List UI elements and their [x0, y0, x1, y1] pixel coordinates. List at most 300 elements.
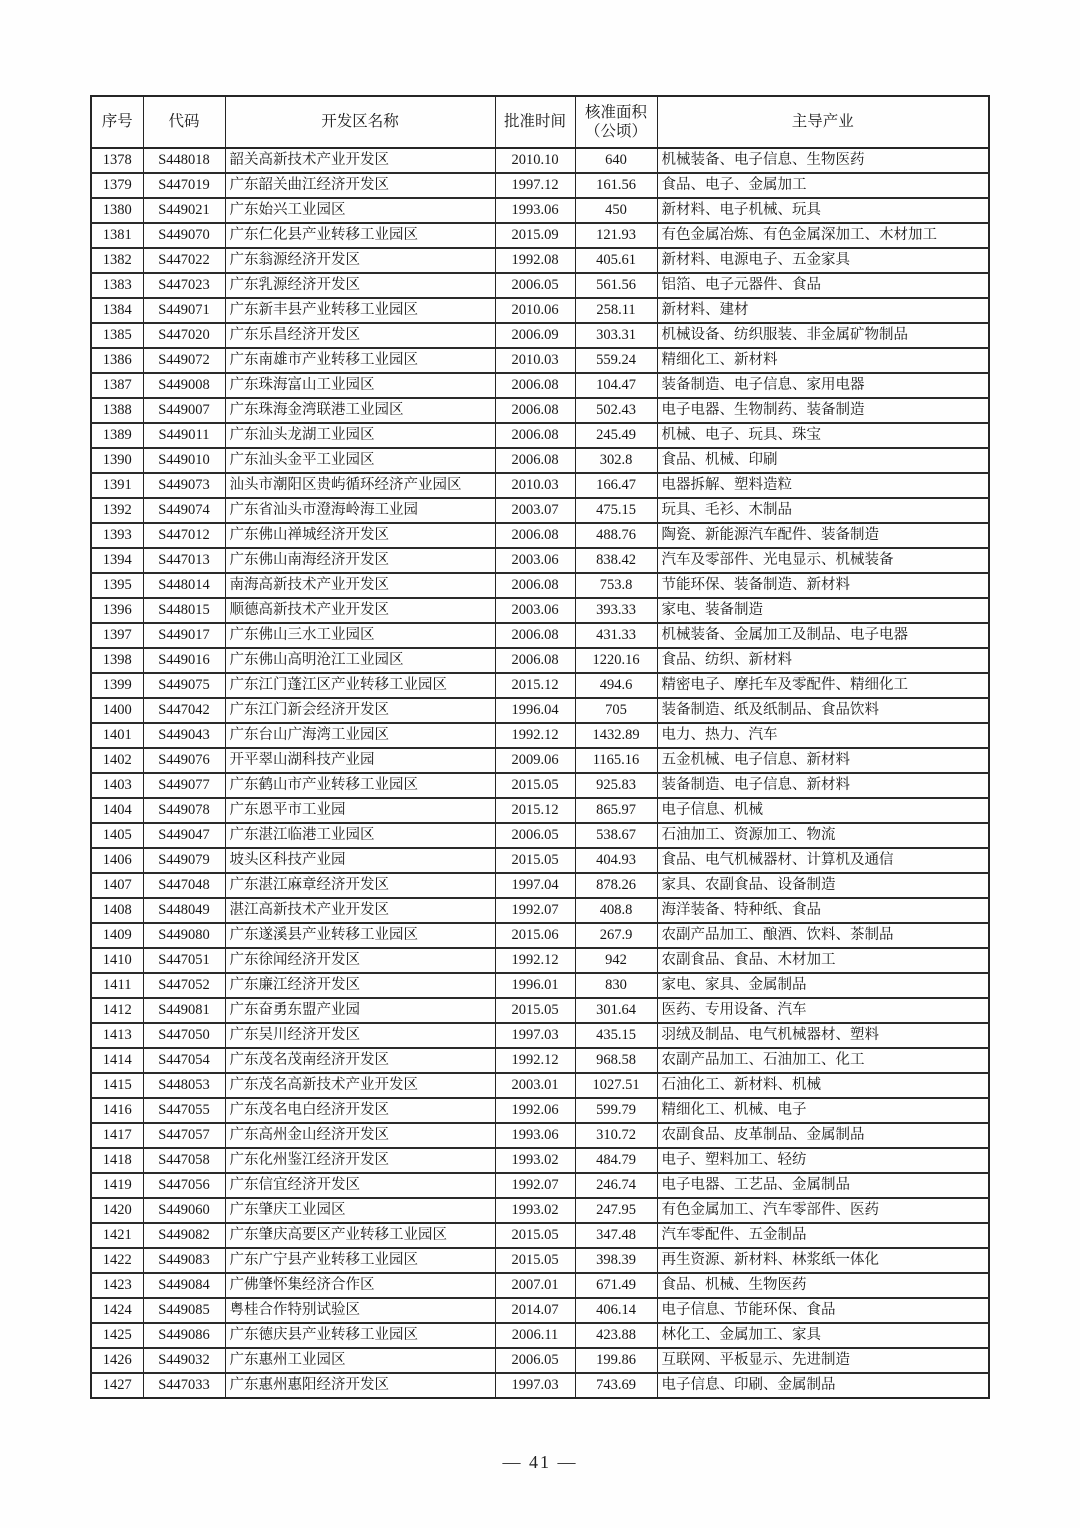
cell-code: S449086	[143, 1323, 225, 1348]
cell-date: 2007.01	[495, 1273, 575, 1298]
cell-seq: 1415	[91, 1073, 143, 1098]
cell-industry: 农副产品加工、石油加工、化工	[657, 1048, 989, 1073]
cell-name: 广东廉江经济开发区	[225, 973, 495, 998]
cell-area: 925.83	[575, 773, 657, 798]
cell-date: 1997.04	[495, 873, 575, 898]
cell-industry: 农副产品加工、酿酒、饮料、茶制品	[657, 923, 989, 948]
cell-code: S447033	[143, 1373, 225, 1398]
cell-code: S449080	[143, 923, 225, 948]
cell-date: 1992.07	[495, 1173, 575, 1198]
cell-code: S449078	[143, 798, 225, 823]
cell-industry: 精细化工、机械、电子	[657, 1098, 989, 1123]
cell-code: S449077	[143, 773, 225, 798]
cell-area: 484.79	[575, 1148, 657, 1173]
cell-seq: 1386	[91, 348, 143, 373]
cell-name: 广东恩平市工业园	[225, 798, 495, 823]
cell-industry: 有色金属冶炼、有色金属深加工、木材加工	[657, 223, 989, 248]
cell-seq: 1414	[91, 1048, 143, 1073]
cell-name: 广东佛山三水工业园区	[225, 623, 495, 648]
cell-industry: 石油化工、新材料、机械	[657, 1073, 989, 1098]
cell-industry: 新材料、电源电子、五金家具	[657, 248, 989, 273]
table-row	[91, 1173, 989, 1198]
table-row	[91, 273, 989, 298]
cell-industry: 羽绒及制品、电气机械器材、塑料	[657, 1023, 989, 1048]
cell-seq: 1405	[91, 823, 143, 848]
cell-date: 2014.07	[495, 1298, 575, 1323]
cell-name: 广东新丰县产业转移工业园区	[225, 298, 495, 323]
cell-code: S449021	[143, 198, 225, 223]
cell-code: S447020	[143, 323, 225, 348]
cell-code: S449076	[143, 748, 225, 773]
cell-name: 顺德高新技术产业开发区	[225, 598, 495, 623]
cell-code: S448018	[143, 148, 225, 173]
cell-name: 广东佛山禅城经济开发区	[225, 523, 495, 548]
cell-code: S449074	[143, 498, 225, 523]
cell-seq: 1423	[91, 1273, 143, 1298]
cell-seq: 1417	[91, 1123, 143, 1148]
cell-code: S449084	[143, 1273, 225, 1298]
table-row	[91, 1123, 989, 1148]
cell-industry: 电子、塑料加工、轻纺	[657, 1148, 989, 1173]
cell-seq: 1407	[91, 873, 143, 898]
cell-name: 广东韶关曲江经济开发区	[225, 173, 495, 198]
cell-code: S447013	[143, 548, 225, 573]
cell-area: 247.95	[575, 1198, 657, 1223]
table-row	[91, 573, 989, 598]
cell-seq: 1389	[91, 423, 143, 448]
cell-industry: 有色金属加工、汽车零部件、医药	[657, 1198, 989, 1223]
cell-date: 1996.01	[495, 973, 575, 998]
cell-seq: 1385	[91, 323, 143, 348]
cell-name: 广东惠州惠阳经济开发区	[225, 1373, 495, 1398]
cell-industry: 农副食品、食品、木材加工	[657, 948, 989, 973]
cell-date: 1992.12	[495, 1048, 575, 1073]
cell-area: 104.47	[575, 373, 657, 398]
cell-code: S447052	[143, 973, 225, 998]
cell-date: 2006.08	[495, 623, 575, 648]
cell-name: 广东徐闻经济开发区	[225, 948, 495, 973]
cell-industry: 电子电器、工艺品、金属制品	[657, 1173, 989, 1198]
table-row	[91, 1098, 989, 1123]
cell-seq: 1401	[91, 723, 143, 748]
cell-code: S448015	[143, 598, 225, 623]
cell-area: 258.11	[575, 298, 657, 323]
cell-name: 广东遂溪县产业转移工业园区	[225, 923, 495, 948]
cell-industry: 电力、热力、汽车	[657, 723, 989, 748]
cell-date: 2010.03	[495, 348, 575, 373]
cell-seq: 1388	[91, 398, 143, 423]
table-row	[91, 1298, 989, 1323]
cell-seq: 1400	[91, 698, 143, 723]
table-row	[91, 173, 989, 198]
table-row	[91, 648, 989, 673]
cell-seq: 1378	[91, 148, 143, 173]
table-row	[91, 1198, 989, 1223]
cell-industry: 机械设备、纺织服装、非金属矿物制品	[657, 323, 989, 348]
table-row	[91, 373, 989, 398]
cell-industry: 家电、家具、金属制品	[657, 973, 989, 998]
cell-code: S449071	[143, 298, 225, 323]
table-row	[91, 323, 989, 348]
cell-industry: 铝箔、电子元器件、食品	[657, 273, 989, 298]
table-row	[91, 1148, 989, 1173]
cell-code: S449073	[143, 473, 225, 498]
cell-industry: 电子信息、机械	[657, 798, 989, 823]
cell-area: 245.49	[575, 423, 657, 448]
development-zones-table	[90, 95, 990, 1399]
cell-date: 2009.06	[495, 748, 575, 773]
cell-industry: 石油加工、资源加工、物流	[657, 823, 989, 848]
cell-name: 广东化州鉴江经济开发区	[225, 1148, 495, 1173]
cell-seq: 1394	[91, 548, 143, 573]
cell-industry: 节能环保、装备制造、新材料	[657, 573, 989, 598]
cell-code: S449082	[143, 1223, 225, 1248]
cell-date: 2015.05	[495, 1223, 575, 1248]
cell-date: 1992.12	[495, 948, 575, 973]
cell-code: S447057	[143, 1123, 225, 1148]
cell-code: S449016	[143, 648, 225, 673]
cell-date: 2015.06	[495, 923, 575, 948]
cell-date: 2015.05	[495, 773, 575, 798]
cell-seq: 1419	[91, 1173, 143, 1198]
cell-area: 121.93	[575, 223, 657, 248]
cell-code: S449007	[143, 398, 225, 423]
cell-date: 1992.12	[495, 723, 575, 748]
table-row	[91, 923, 989, 948]
table-row	[91, 448, 989, 473]
cell-area: 753.8	[575, 573, 657, 598]
table-row	[91, 423, 989, 448]
cell-industry: 食品、机械、生物医药	[657, 1273, 989, 1298]
cell-date: 2006.09	[495, 323, 575, 348]
cell-industry: 林化工、金属加工、家具	[657, 1323, 989, 1348]
cell-date: 2003.06	[495, 598, 575, 623]
cell-seq: 1411	[91, 973, 143, 998]
cell-date: 1993.06	[495, 198, 575, 223]
cell-date: 1993.02	[495, 1148, 575, 1173]
cell-area: 423.88	[575, 1323, 657, 1348]
cell-seq: 1404	[91, 798, 143, 823]
cell-area: 942	[575, 948, 657, 973]
cell-name: 广东湛江麻章经济开发区	[225, 873, 495, 898]
cell-area: 393.33	[575, 598, 657, 623]
cell-date: 2006.08	[495, 423, 575, 448]
cell-area: 561.56	[575, 273, 657, 298]
table-row	[91, 973, 989, 998]
cell-area: 1027.51	[575, 1073, 657, 1098]
cell-industry: 机械装备、电子信息、生物医药	[657, 148, 989, 173]
table-row	[91, 1348, 989, 1373]
cell-name: 广东茂名电白经济开发区	[225, 1098, 495, 1123]
cell-seq: 1398	[91, 648, 143, 673]
cell-industry: 海洋装备、特种纸、食品	[657, 898, 989, 923]
cell-area: 705	[575, 698, 657, 723]
cell-seq: 1393	[91, 523, 143, 548]
table-row	[91, 398, 989, 423]
cell-industry: 陶瓷、新能源汽车配件、装备制造	[657, 523, 989, 548]
cell-industry: 电子信息、节能环保、食品	[657, 1298, 989, 1323]
cell-name: 广东南雄市产业转移工业园区	[225, 348, 495, 373]
table-row	[91, 1323, 989, 1348]
cell-code: S449011	[143, 423, 225, 448]
cell-name: 广东台山广海湾工业园区	[225, 723, 495, 748]
cell-area: 404.93	[575, 848, 657, 873]
table-row	[91, 1023, 989, 1048]
table-row	[91, 673, 989, 698]
column-header-area-line1: 核准面积	[584, 103, 647, 121]
cell-area: 246.74	[575, 1173, 657, 1198]
cell-date: 2003.06	[495, 548, 575, 573]
cell-code: S449032	[143, 1348, 225, 1373]
cell-seq: 1380	[91, 198, 143, 223]
cell-name: 广东汕头金平工业园区	[225, 448, 495, 473]
cell-name: 广东乐昌经济开发区	[225, 323, 495, 348]
cell-date: 2006.11	[495, 1323, 575, 1348]
cell-date: 2010.03	[495, 473, 575, 498]
cell-name: 广东肇庆工业园区	[225, 1198, 495, 1223]
cell-area: 267.9	[575, 923, 657, 948]
cell-seq: 1421	[91, 1223, 143, 1248]
cell-date: 2015.12	[495, 798, 575, 823]
table-row	[91, 1273, 989, 1298]
cell-code: S449072	[143, 348, 225, 373]
table-row	[91, 498, 989, 523]
cell-industry: 汽车及零部件、光电显示、机械装备	[657, 548, 989, 573]
cell-name: 开平翠山湖科技产业园	[225, 748, 495, 773]
table-row	[91, 598, 989, 623]
cell-seq: 1408	[91, 898, 143, 923]
cell-seq: 1396	[91, 598, 143, 623]
table-row	[91, 998, 989, 1023]
table-row	[91, 1223, 989, 1248]
cell-area: 599.79	[575, 1098, 657, 1123]
cell-name: 广东吴川经济开发区	[225, 1023, 495, 1048]
table-row	[91, 1248, 989, 1273]
table-header-row	[91, 96, 989, 148]
table-row	[91, 623, 989, 648]
column-header-area-line2: （公顷）	[584, 123, 647, 140]
cell-area: 398.39	[575, 1248, 657, 1273]
cell-code: S448053	[143, 1073, 225, 1098]
cell-area: 347.48	[575, 1223, 657, 1248]
cell-area: 310.72	[575, 1123, 657, 1148]
cell-seq: 1412	[91, 998, 143, 1023]
cell-industry: 精密电子、摩托车及零配件、精细化工	[657, 673, 989, 698]
cell-name: 广东珠海富山工业园区	[225, 373, 495, 398]
cell-code: S449047	[143, 823, 225, 848]
table-row	[91, 348, 989, 373]
cell-date: 2003.01	[495, 1073, 575, 1098]
cell-name: 广东始兴工业园区	[225, 198, 495, 223]
cell-name: 广东翁源经济开发区	[225, 248, 495, 273]
table-row	[91, 1073, 989, 1098]
cell-date: 1992.06	[495, 1098, 575, 1123]
table-row	[91, 698, 989, 723]
cell-area: 830	[575, 973, 657, 998]
cell-industry: 农副食品、皮革制品、金属制品	[657, 1123, 989, 1148]
cell-code: S449060	[143, 1198, 225, 1223]
cell-seq: 1383	[91, 273, 143, 298]
table-row	[91, 198, 989, 223]
cell-seq: 1426	[91, 1348, 143, 1373]
cell-seq: 1395	[91, 573, 143, 598]
cell-date: 1997.12	[495, 173, 575, 198]
cell-industry: 装备制造、电子信息、新材料	[657, 773, 989, 798]
table-row	[91, 148, 989, 173]
cell-seq: 1391	[91, 473, 143, 498]
cell-name: 广东汕头龙湖工业园区	[225, 423, 495, 448]
table-row	[91, 223, 989, 248]
cell-seq: 1402	[91, 748, 143, 773]
cell-area: 475.15	[575, 498, 657, 523]
cell-seq: 1384	[91, 298, 143, 323]
cell-area: 865.97	[575, 798, 657, 823]
cell-code: S448014	[143, 573, 225, 598]
cell-date: 2006.05	[495, 273, 575, 298]
cell-name: 广东信宜经济开发区	[225, 1173, 495, 1198]
cell-name: 坡头区科技产业园	[225, 848, 495, 873]
cell-area: 431.33	[575, 623, 657, 648]
cell-industry: 精细化工、新材料	[657, 348, 989, 373]
cell-area: 302.8	[575, 448, 657, 473]
cell-area: 494.6	[575, 673, 657, 698]
cell-date: 2010.10	[495, 148, 575, 173]
table-row	[91, 948, 989, 973]
column-header-code: 代码	[143, 96, 225, 148]
cell-seq: 1403	[91, 773, 143, 798]
cell-name: 汕头市潮阳区贵屿循环经济产业园区	[225, 473, 495, 498]
cell-area: 671.49	[575, 1273, 657, 1298]
table-row	[91, 798, 989, 823]
cell-date: 1993.02	[495, 1198, 575, 1223]
cell-seq: 1420	[91, 1198, 143, 1223]
cell-industry: 机械装备、金属加工及制品、电子电器	[657, 623, 989, 648]
cell-area: 838.42	[575, 548, 657, 573]
column-header-seq: 序号	[91, 96, 143, 148]
cell-code: S449017	[143, 623, 225, 648]
cell-date: 2006.08	[495, 648, 575, 673]
cell-seq: 1381	[91, 223, 143, 248]
cell-seq: 1397	[91, 623, 143, 648]
cell-name: 韶关高新技术产业开发区	[225, 148, 495, 173]
cell-industry: 五金机械、电子信息、新材料	[657, 748, 989, 773]
table-row	[91, 523, 989, 548]
cell-code: S449043	[143, 723, 225, 748]
cell-area: 743.69	[575, 1373, 657, 1398]
cell-seq: 1425	[91, 1323, 143, 1348]
cell-industry: 医药、专用设备、汽车	[657, 998, 989, 1023]
cell-industry: 家电、装备制造	[657, 598, 989, 623]
cell-date: 2003.07	[495, 498, 575, 523]
cell-date: 2015.05	[495, 848, 575, 873]
cell-name: 广东乳源经济开发区	[225, 273, 495, 298]
cell-industry: 食品、电气机械器材、计算机及通信	[657, 848, 989, 873]
cell-industry: 新材料、建材	[657, 298, 989, 323]
cell-name: 广东佛山高明沧江工业园区	[225, 648, 495, 673]
column-header-name: 开发区名称	[225, 96, 495, 148]
cell-name: 广东湛江临港工业园区	[225, 823, 495, 848]
cell-seq: 1392	[91, 498, 143, 523]
cell-code: S449010	[143, 448, 225, 473]
cell-seq: 1406	[91, 848, 143, 873]
cell-area: 488.76	[575, 523, 657, 548]
cell-name: 广东德庆县产业转移工业园区	[225, 1323, 495, 1348]
cell-code: S449075	[143, 673, 225, 698]
cell-code: S449083	[143, 1248, 225, 1273]
cell-date: 2006.08	[495, 573, 575, 598]
cell-area: 1432.89	[575, 723, 657, 748]
cell-date: 1992.08	[495, 248, 575, 273]
table-row	[91, 473, 989, 498]
cell-seq: 1427	[91, 1373, 143, 1398]
cell-industry: 电子电器、生物制药、装备制造	[657, 398, 989, 423]
cell-code: S449070	[143, 223, 225, 248]
cell-name: 广东高州金山经济开发区	[225, 1123, 495, 1148]
cell-name: 广东茂名茂南经济开发区	[225, 1048, 495, 1073]
table-row	[91, 723, 989, 748]
cell-industry: 装备制造、纸及纸制品、食品饮料	[657, 698, 989, 723]
cell-industry: 互联网、平板显示、先进制造	[657, 1348, 989, 1373]
table-row	[91, 748, 989, 773]
cell-seq: 1422	[91, 1248, 143, 1273]
cell-code: S447023	[143, 273, 225, 298]
cell-area: 1220.16	[575, 648, 657, 673]
cell-name: 广东广宁县产业转移工业园区	[225, 1248, 495, 1273]
cell-seq: 1387	[91, 373, 143, 398]
cell-code: S447054	[143, 1048, 225, 1073]
cell-code: S447022	[143, 248, 225, 273]
table-row	[91, 898, 989, 923]
cell-area: 199.86	[575, 1348, 657, 1373]
cell-industry: 食品、机械、印刷	[657, 448, 989, 473]
cell-name: 广东奋勇东盟产业园	[225, 998, 495, 1023]
cell-code: S447056	[143, 1173, 225, 1198]
cell-date: 2006.08	[495, 398, 575, 423]
table-row	[91, 1373, 989, 1398]
table-row	[91, 1048, 989, 1073]
cell-area: 166.47	[575, 473, 657, 498]
cell-area: 301.64	[575, 998, 657, 1023]
cell-area: 405.61	[575, 248, 657, 273]
cell-seq: 1399	[91, 673, 143, 698]
cell-code: S447058	[143, 1148, 225, 1173]
cell-code: S447051	[143, 948, 225, 973]
cell-industry: 新材料、电子机械、玩具	[657, 198, 989, 223]
cell-industry: 汽车零配件、五金制品	[657, 1223, 989, 1248]
table-row	[91, 823, 989, 848]
cell-date: 1997.03	[495, 1023, 575, 1048]
cell-code: S447055	[143, 1098, 225, 1123]
cell-industry: 装备制造、电子信息、家用电器	[657, 373, 989, 398]
cell-code: S449079	[143, 848, 225, 873]
cell-name: 广东珠海金湾联港工业园区	[225, 398, 495, 423]
cell-date: 2010.06	[495, 298, 575, 323]
cell-seq: 1413	[91, 1023, 143, 1048]
cell-seq: 1409	[91, 923, 143, 948]
cell-code: S449081	[143, 998, 225, 1023]
cell-industry: 食品、纺织、新材料	[657, 648, 989, 673]
cell-area: 303.31	[575, 323, 657, 348]
column-header-area	[575, 96, 657, 148]
cell-seq: 1410	[91, 948, 143, 973]
cell-name: 广佛肇怀集经济合作区	[225, 1273, 495, 1298]
cell-name: 广东惠州工业园区	[225, 1348, 495, 1373]
cell-industry: 玩具、毛衫、木制品	[657, 498, 989, 523]
table-row	[91, 298, 989, 323]
cell-name: 广东仁化县产业转移工业园区	[225, 223, 495, 248]
table-row	[91, 848, 989, 873]
page-number: — 41 —	[502, 1452, 578, 1472]
